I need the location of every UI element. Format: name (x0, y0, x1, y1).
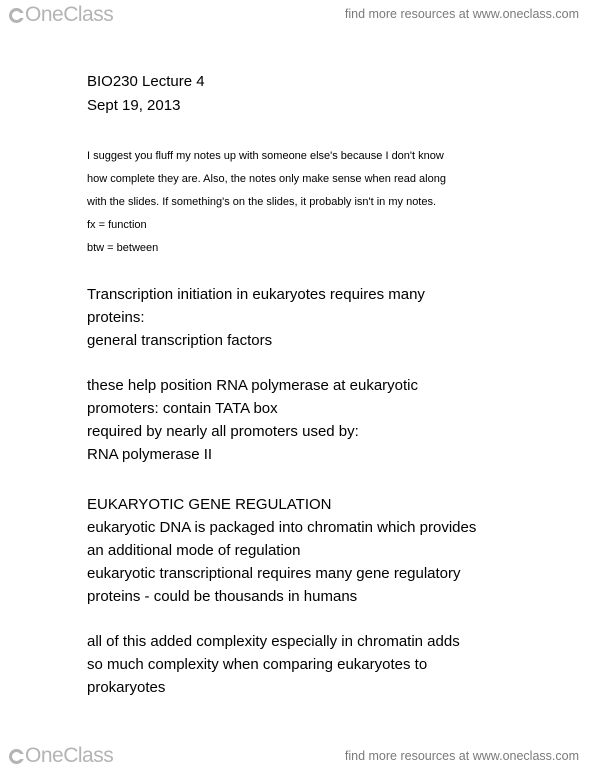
notes-line: eukaryotic DNA is packaged into chromatin which provides (87, 519, 477, 536)
abbreviation-btw: btw = between (87, 242, 159, 254)
notes-line: Transcription initiation in eukaryotes requires many (87, 286, 425, 303)
notes-block-transcription-initiation (87, 283, 567, 352)
oneclass-logo-icon (9, 8, 24, 23)
notes-block-rna-polymerase (87, 374, 567, 466)
notes-block-complexity (87, 630, 567, 699)
disclaimer-line: I suggest you fluff my notes up with someone else's because I don't know (87, 150, 444, 162)
notes-line: eukaryotic transcriptional requires many gene regulatory (87, 565, 461, 582)
oneclass-logo-top[interactable] (9, 3, 113, 27)
lecture-date: Sept 19, 2013 (87, 97, 181, 114)
notes-line: an additional mode of regulation (87, 542, 301, 559)
abbreviation-fx: fx = function (87, 219, 147, 231)
course-title: BIO230 Lecture 4 (87, 73, 205, 90)
notes-line: RNA polymerase II (87, 446, 213, 463)
notes-line: these help position RNA polymerase at eukaryotic (87, 377, 419, 394)
resources-link-top[interactable]: find more resources at www.oneclass.com (344, 7, 579, 21)
notes-block-gene-regulation (87, 493, 567, 608)
notes-line: prokaryotes (87, 679, 166, 696)
oneclass-logo-icon (9, 749, 24, 764)
logo-text: OneClass (25, 744, 114, 767)
section-heading: EUKARYOTIC GENE REGULATION (87, 496, 332, 513)
notes-line: so much complexity when comparing eukaryotes to (87, 656, 428, 673)
notes-line: all of this added complexity especially in chromatin adds (87, 633, 460, 650)
notes-line: proteins - could be thousands in humans (87, 588, 358, 605)
notes-line: promoters: contain TATA box (87, 400, 278, 417)
disclaimer-line: how complete they are. Also, the notes only make sense when read along (87, 173, 446, 185)
oneclass-logo-bottom[interactable] (9, 744, 113, 768)
notes-line: proteins: (87, 309, 145, 326)
logo-text: OneClass (25, 3, 114, 26)
disclaimer-paragraph (87, 145, 567, 214)
resources-link-bottom[interactable]: find more resources at www.oneclass.com (344, 749, 579, 763)
disclaimer-line: with the slides. If something's on the slides, it probably isn't in my notes. (87, 196, 437, 208)
notes-line: general transcription factors (87, 332, 273, 349)
notes-line: required by nearly all promoters used by: (87, 423, 359, 440)
